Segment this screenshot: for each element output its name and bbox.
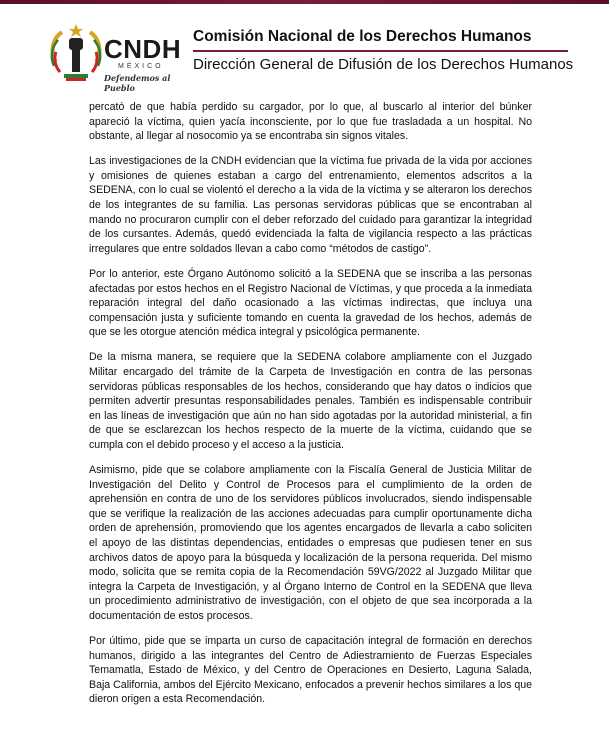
title-divider [193,50,568,52]
paragraph: Por lo anterior, este Órgano Autónomo solicitó a la SEDENA que se inscriba a las personas afectadas por estos hechos en el Registro Nacional de Víctimas, y que proceda a la inmediata reparación integral del daño ocasionado a las víctimas indirectas, que incluya una compensación justa y suficiente tomando en cuenta la gravedad de los hechos, además de que se les otorgue atención médica integral y psicológica permanente. [89,267,532,339]
letterhead-titles [193,28,593,73]
logo-country: MÉXICO [118,63,164,70]
logo-acronym: CNDH [104,34,182,64]
top-accent-bar [0,0,609,4]
paragraph: Las investigaciones de la CNDH evidencian que la víctima fue privada de la vida por acciones y omisiones de quienes estaban a cargo del entrenamiento, elementos adscritos a la SEDENA, con lo cual se violentó el derecho a la vida de la víctima y se alteraron los derechos de los integrantes de su familia. Las personas servidoras públicas que se encontraban al mando no procuraron cumplir con el deber reforzado del cuidado para garantizar la integridad de los cursantes. Además, quedó evidenciada la falta de vigilancia respecto a las prácticas irregulares que entre soldados llevan a cabo como “métodos de castigo”. [89,155,532,255]
paragraph: percató de que había perdido su cargador, por lo que, al buscarlo al interior del búnker apareció la víctima, quien yacía inconsciente, por lo que fue trasladada a un hospital. No obstante, al llegar al nosocomio ya se encontraba sin signos vitales. [89,101,532,143]
raised-fist-emblem-icon [48,22,104,84]
document-body [89,100,532,718]
organization-name: Comisión Nacional de los Derechos Humanos [193,28,532,45]
cndh-logo [48,22,188,93]
logo-slogan: Defendemos al Pueblo [104,73,171,93]
letterhead [0,10,609,93]
paragraph: Por último, pide que se imparta un curso de capacitación integral de formación en derechos humanos, dirigido a las integrantes del Centro de Adiestramiento de Fuerzas Especiales Temamatla, Estado de México, y del Centro de Operaciones en Desierto, Laguna Salada, Baja California, ambos del Ejército Mexicano, enfocados a prevenir hechos similares a los que dieron origen a esta Recomendación. [89,635,532,706]
paragraph: De la misma manera, se requiere que la SEDENA colabore ampliamente con el Juzgado Militar encargado del trámite de la Carpeta de Investigación en contra de las personas servidoras públicas responsables de los hechos, considerando que hay datos o indicios que permiten advertir presuntas responsabilidades penales. También es indispensable contribuir en las líneas de investigación que aún no han sido agotadas por la autoridad ministerial, a fin de que se esclarezcan los hechos respecto de la muerte de la víctima, cuidando que se cumpla con el debido proceso y el acceso a la justicia. [89,351,532,451]
paragraph: Asimismo, pide que se colabore ampliamente con la Fiscalía General de Justicia Militar de Investigación del Delito y Control de Procesos para el cumplimiento de la orden de aprehensión en contra de uno de los servidores públicos involucrados, siendo indispensable que se verifique la realización de las acciones adecuadas para cumplir oportunamente dicha orden de aprehensión, promoviendo que los agentes encargados de llevarla a cabo soliciten el apoyo de las distintas dependencias, entidades o empresas que pudiesen tener en sus archivos datos de apoyo para la búsqueda y localización de la persona requerida. Del mismo modo, solicita que se remita copia de la Recomendación 59VG/2022 al Juzgado Militar que integra la Carpeta de Investigación, y al Órgano Interno de Control en la SEDENA que lleva un procedimiento administrativo de investigación, con el objeto de que sea incorporada a la documentación de estos procesos. [89,464,532,622]
department-name: Dirección General de Difusión de los Derechos Humanos [193,55,574,73]
